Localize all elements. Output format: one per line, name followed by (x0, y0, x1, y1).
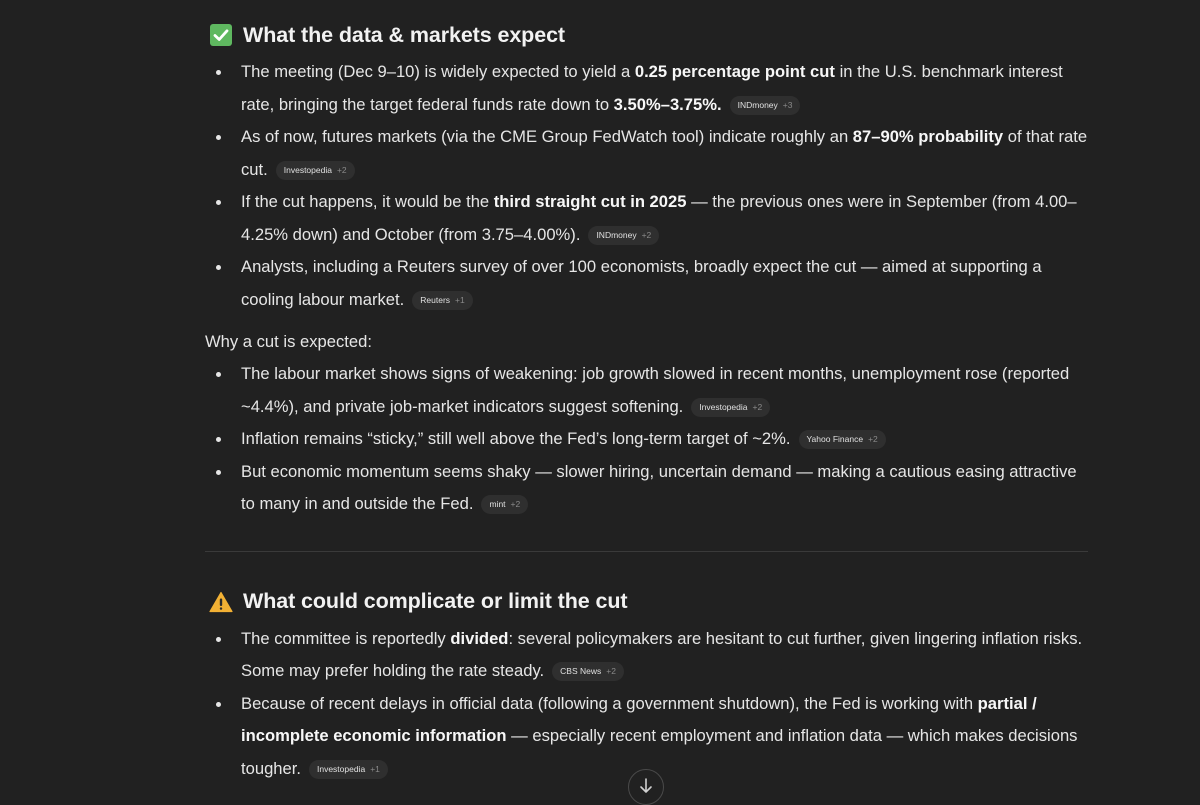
bold-text: partial / incomplete economic information (241, 693, 1037, 745)
bullet-item (205, 56, 1095, 121)
citation-more-count: +1 (455, 294, 465, 305)
text-run: Because of recent delays in official data (following a government shutdown), the Fed is working with (241, 693, 978, 713)
text-run: : several policymakers are hesitant to cut further, given lingering inflation risks. Some may prefer holding the rate steady. (241, 628, 1083, 680)
citation-more-count: +2 (336, 164, 347, 175)
response-content (205, 18, 1095, 785)
subheading-why-cut: Why a cut is expected: (205, 332, 372, 351)
citation-more-count: +2 (868, 434, 878, 444)
section-title: What could complicate or limit the cut (243, 589, 628, 613)
arrow-down-icon (638, 778, 654, 794)
citation-source: INDmoney (596, 229, 637, 240)
bullet-list (205, 56, 1095, 316)
citation-more-count: +3 (782, 99, 793, 110)
bullet-item (205, 186, 1095, 251)
bold-text: 0.25 percentage point cut (634, 62, 835, 81)
section-heading-expectations (205, 18, 1095, 52)
citation-pill[interactable] (276, 161, 355, 180)
text-run: The committee is reportedly (241, 628, 451, 648)
citation-source: mint (489, 499, 506, 509)
section-heading-complications (205, 585, 1095, 619)
bullet-list (205, 623, 1095, 786)
bullet-item (205, 456, 1095, 521)
citation-source: CBS News (560, 666, 602, 676)
text-run: If the cut happens, it would be the (241, 192, 494, 211)
citation-pill[interactable] (309, 760, 388, 779)
text-run: The labour market shows signs of weakening: job growth slowed in recent months, unemployment rose (reported ~4.4%), and private job-market indicators suggest softening. (241, 364, 1070, 416)
bullet-item (205, 623, 1095, 688)
citation-pill[interactable] (730, 96, 801, 115)
citation-more-count: +2 (641, 229, 652, 240)
text-run: in the U.S. benchmark interest rate, bringing the target federal funds rate down to (241, 62, 1063, 114)
section-title: What the data & markets expect (243, 22, 565, 47)
check-mark-icon (209, 23, 233, 47)
citation-more-count: +1 (370, 763, 380, 774)
citation-source: Investopedia (283, 164, 332, 175)
citation-more-count: +2 (606, 666, 616, 676)
bold-text: 87–90% probability (852, 127, 1004, 146)
citation-source: Investopedia (699, 401, 748, 412)
text-run: Analysts, including a Reuters survey of over 100 economists, broadly expect the cut — aimed at supporting a cooling labour market. (241, 257, 1042, 309)
scroll-to-bottom-button[interactable] (628, 769, 664, 805)
text-run: But economic momentum seems shaky — slower hiring, uncertain demand — making a cautious easing attractive to many in and outside the Fed. (241, 461, 1077, 513)
text-run: — especially recent employment and inflation data — which makes decisions tougher. (241, 726, 1078, 778)
bullet-item (205, 423, 1095, 456)
text-run: of that rate cut. (241, 127, 1088, 179)
bold-text: 3.50%–3.75%. (613, 94, 722, 114)
bold-text: divided (450, 628, 509, 648)
bullet-item (205, 251, 1095, 316)
section-divider (205, 551, 1088, 552)
text-run: Inflation remains “sticky,” still well above the Fed’s long-term target of ~2%. (241, 429, 791, 448)
citation-pill[interactable] (691, 398, 770, 417)
citation-source: INDmoney (737, 99, 778, 110)
citation-pill[interactable] (552, 662, 624, 681)
citation-pill[interactable] (588, 226, 659, 245)
bold-text: third straight cut in 2025 (493, 192, 687, 211)
citation-source: Yahoo Finance (806, 434, 864, 444)
citation-more-count: +2 (510, 499, 521, 509)
citation-pill[interactable] (481, 495, 528, 514)
text-run: The meeting (Dec 9–10) is widely expected to yield a (241, 62, 635, 81)
bullet-list (205, 358, 1095, 521)
text-run: As of now, futures markets (via the CME Group FedWatch tool) indicate roughly an (241, 127, 853, 146)
bullet-item (205, 358, 1095, 423)
citation-source: Reuters (420, 294, 451, 305)
citation-pill[interactable] (412, 291, 472, 310)
bullet-item (205, 121, 1095, 186)
citation-source: Investopedia (316, 763, 366, 774)
text-run: — the previous ones were in September (from 4.00–4.25% down) and October (from 3.75–4.00%). (241, 192, 1077, 244)
citation-more-count: +2 (752, 401, 763, 412)
warning-icon (209, 590, 233, 614)
citation-pill[interactable] (799, 430, 886, 449)
